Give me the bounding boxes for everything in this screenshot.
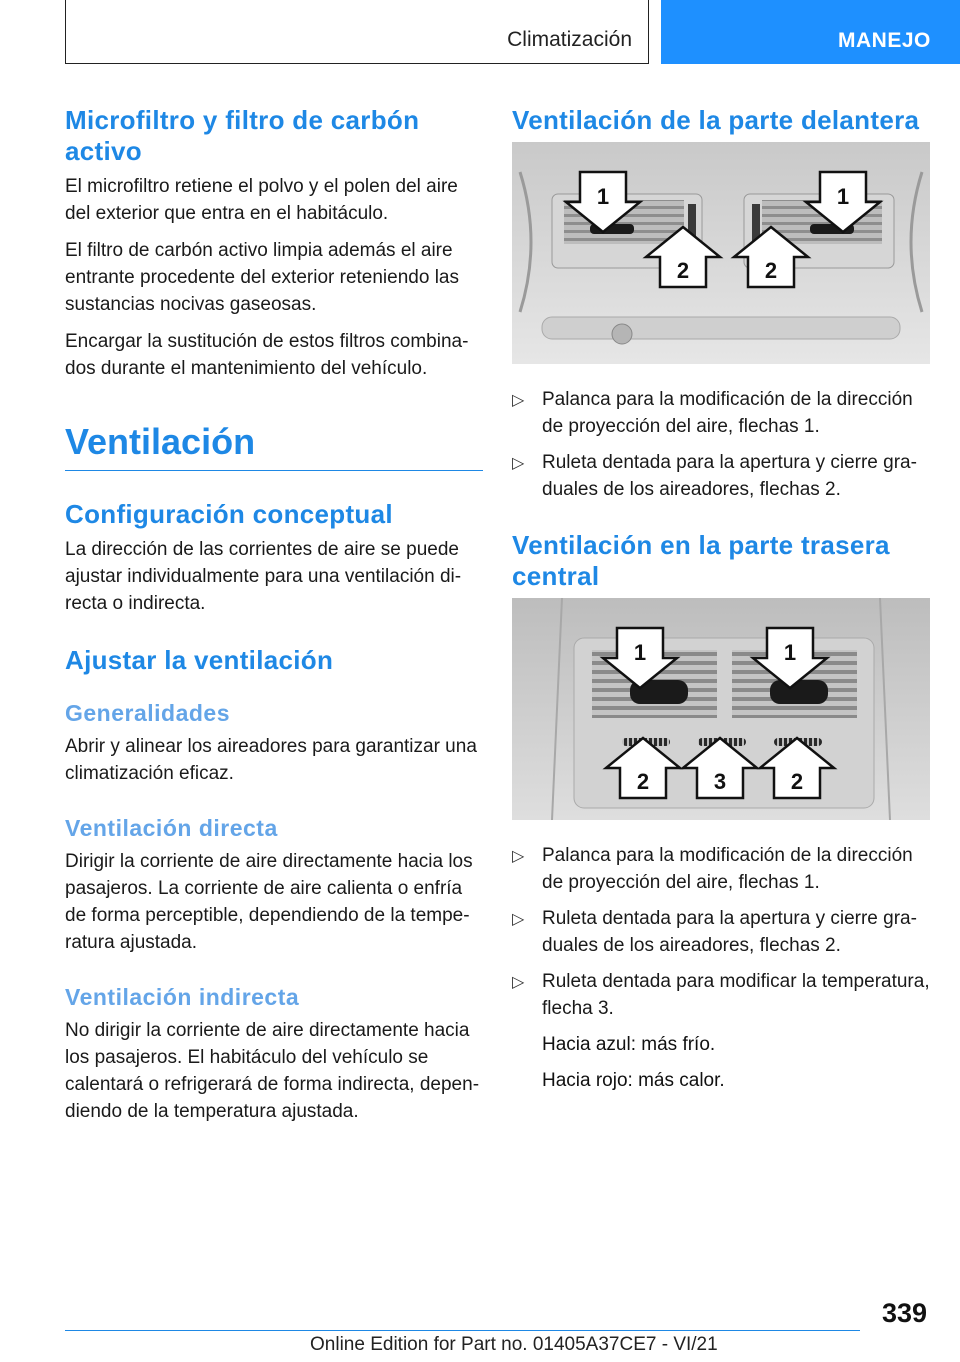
right-column [512,105,930,1103]
concept-heading: Configuración conceptual [65,499,393,529]
front-vent-list [512,386,930,503]
filter-heading: Microfiltro y filtro de carbón activo [65,105,420,166]
footer-edition: Online Edition for Part no. 01405A37CE7 - VI/21 [310,1334,718,1355]
left-column [65,105,483,1135]
rear-vents-illustration [512,598,930,820]
list-item: ▷ Ruleta dentada para la apertura y cierre graduales de los aireadores, flechas 2. [512,452,917,500]
header-tab-label: MANEJO [838,29,931,52]
rear-label-1-left: 1 [633,640,647,665]
triangle-bullet-icon: ▷ [512,911,525,928]
general-paragraph: Abrir y alinear los aireadores para garantizar una climatización eficaz. [65,736,477,784]
concept-paragraph: La dirección de las corrientes de aire se puede ajustar individualmente para una ventilación directa o indirecta. [65,539,462,614]
rear-right-lever [770,680,828,704]
list-item: ▷ Palanca para la modificación de la dirección de proyección del aire, flechas 1. [512,845,913,893]
filter-paragraph-3: Encargar la sustitución de estos filtros combinados durante el mantenimiento del vehículo. [65,331,469,379]
front-label-2-right: 2 [764,258,778,283]
list-item: ▷ Ruleta dentada para modificar la temperatura, flecha 3. [512,971,930,1019]
filter-paragraph-1: El microfiltro retiene el polvo y el polen del aire del exterior que entra en el habitáculo. [65,176,458,224]
front-label-1-left: 1 [596,184,610,209]
rear-label-2-left: 2 [636,769,650,794]
triangle-bullet-icon: ▷ [512,974,525,991]
ventilation-heading: Ventilación [65,420,483,471]
cold-note: Hacia azul: más frío. [542,1034,716,1055]
warm-note: Hacia rojo: más calor. [542,1070,725,1091]
rear-label-2-right: 2 [790,769,804,794]
front-label-2-left: 2 [676,258,690,283]
filter-paragraph-2: El filtro de carbón activo limpia además el aire entrante procedente del exterior reteniendo las sustancias nocivas gaseosas. [65,240,459,315]
indirect-heading: Ventilación indirecta [65,984,300,1010]
rear-label-1-right: 1 [783,640,797,665]
front-vent-heading: Ventilación de la parte delantera [512,105,920,135]
triangle-bullet-icon: ▷ [512,392,525,409]
footer-divider [65,1330,860,1331]
list-item: ▷ Palanca para la modificación de la dirección de proyección del aire, flechas 1. [512,389,913,437]
page-number: 339 [881,1298,927,1328]
rear-label-3: 3 [713,769,727,794]
header-section-title: Climatización [507,28,632,51]
list-item: ▷ Ruleta dentada para la apertura y cierre graduales de los aireadores, flechas 2. [512,908,917,956]
triangle-bullet-icon: ▷ [512,848,525,865]
direct-paragraph: Dirigir la corriente de aire directamente hacia los pasajeros. La corriente de aire calienta o enfría de forma perceptible, dependiendo de la temperatura ajustada. [65,851,473,953]
direct-heading: Ventilación directa [65,815,278,841]
indirect-paragraph: No dirigir la corriente de aire directamente hacia los pasajeros. El habitáculo del vehículo se calentará o refrigerará de forma indirecta, dependiendo de la temperatura ajustada. [65,1020,480,1122]
front-label-1-right: 1 [836,184,850,209]
rear-vent-heading: Ventilación en la parte trasera central [512,530,890,591]
adjust-heading: Ajustar la ventilación [65,645,334,675]
rear-vent-list [512,842,930,1022]
header-tab[interactable] [661,0,960,64]
general-heading: Generalidades [65,700,231,726]
triangle-bullet-icon: ▷ [512,455,525,472]
front-vents-illustration [512,142,930,364]
